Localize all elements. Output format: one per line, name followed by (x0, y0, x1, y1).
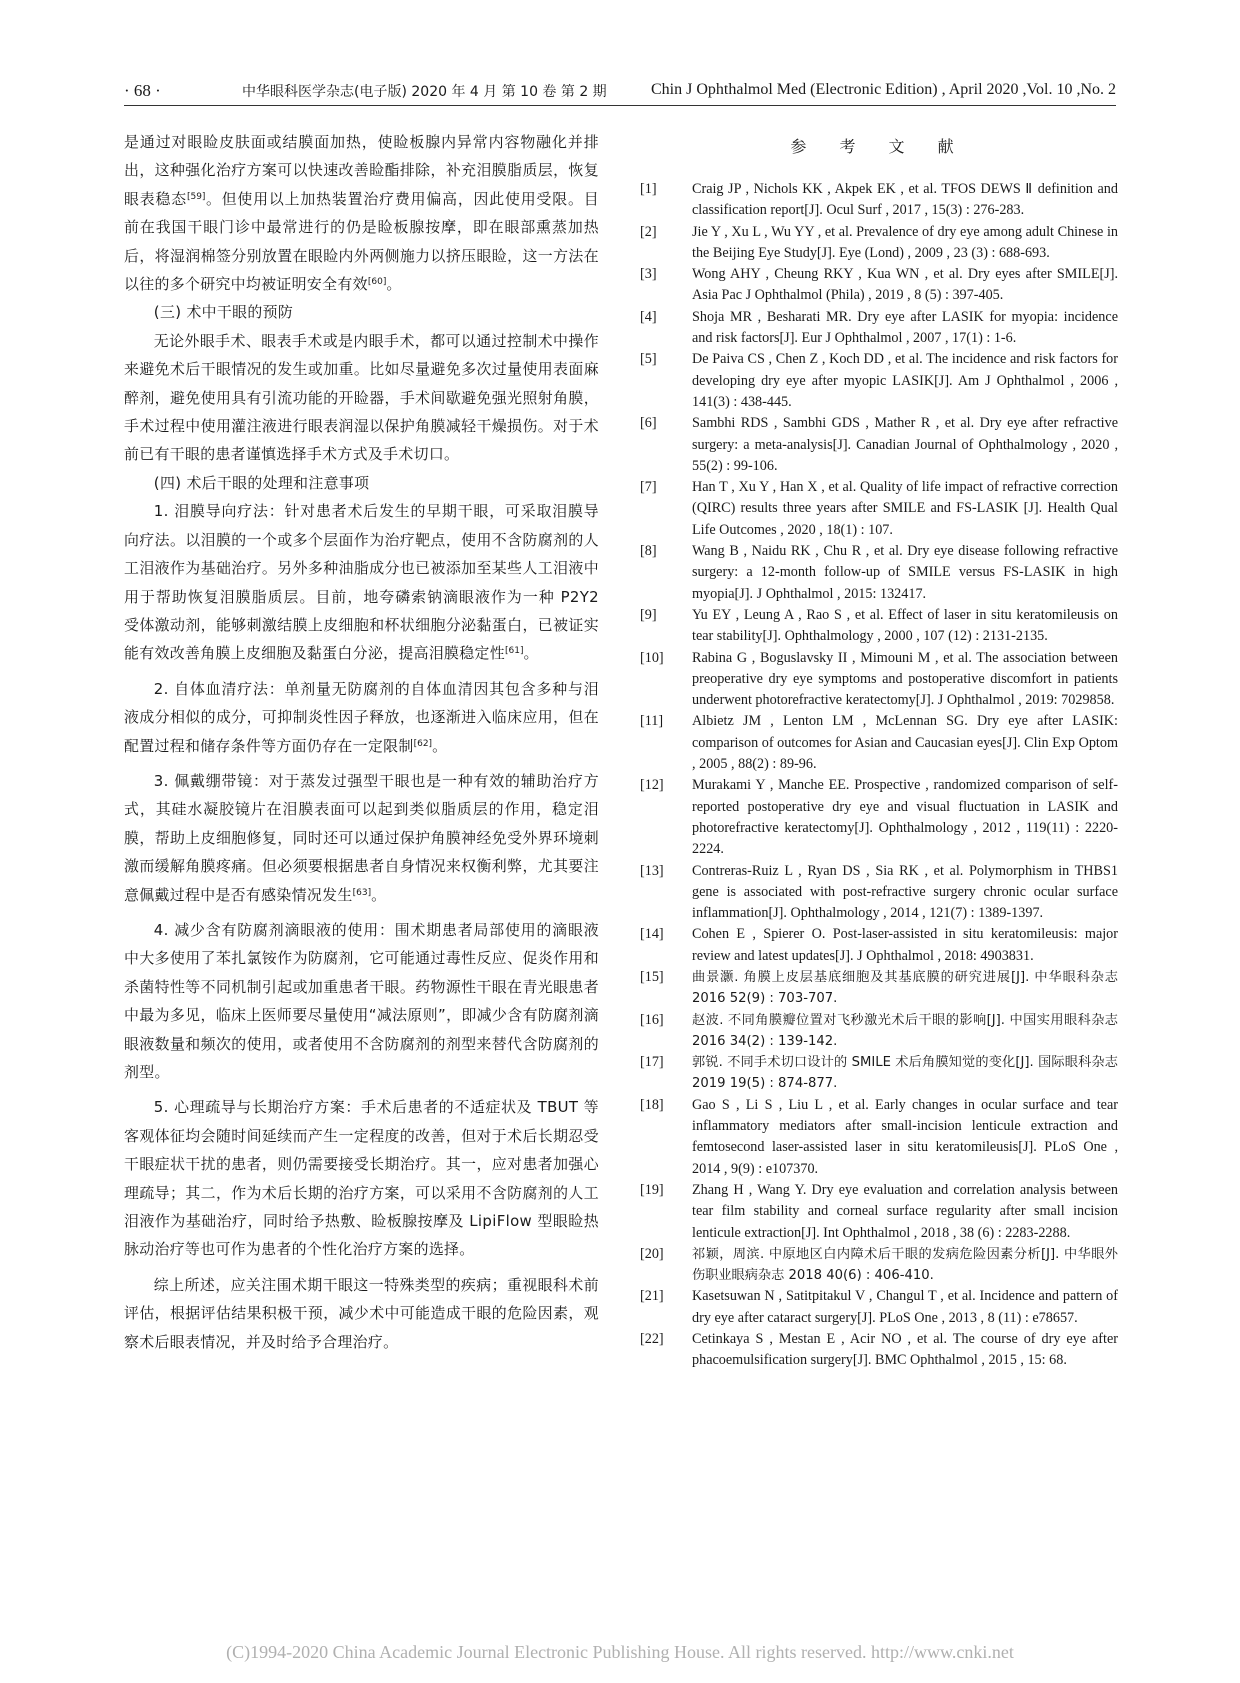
reference-number: [7] (640, 479, 657, 496)
reference-item (640, 1180, 1118, 1244)
paragraph: 综上所述，应关注围术期干眼这一特殊类型的疾病；重视眼科术前评估，根据评估结果积极干预，减少术中可能造成干眼的危险因素，观察术后眼表情况，并及时给予合理治疗。 (124, 1275, 599, 1351)
reference-text: Cohen E , Spierer O. Post-laser-assisted in situ keratomileusis: major review and latest updates[J]. J Ophthalmol , 2018: 4903831. (692, 926, 1118, 964)
reference-item (640, 605, 1118, 648)
journal-title-en: Chin J Ophthalmol Med (Electronic Edition) , April 2020 ,Vol. 10 ,No. 2 (651, 81, 1116, 98)
reference-item (640, 1244, 1118, 1287)
reference-number: [19] (640, 1181, 664, 1198)
reference-text: Sambhi RDS , Sambhi GDS , Mather R , et al. Dry eye after refractive surgery: a meta-analysis[J]. Canadian Journal of Ophthalmology , 2020 , 55(2) : 99-106. (692, 415, 1118, 474)
paragraph: 1. 泪膜导向疗法：针对患者术后发生的早期干眼，可采取泪膜导向疗法。以泪膜的一个或多个层面作为治疗靶点，使用不含防腐剂的人工泪液作为基础治疗。另外多种油脂成分也已被添加至某些人工泪液中用于帮助恢复泪膜脂质层。目前，地夸磷索钠滴眼液作为一种 P2Y2 受体激动剂，能够刺激结膜上皮细胞和杯状细胞分泌黏蛋白，已被证实能有效改善角膜上皮细胞及黏蛋白分泌，提高泪膜稳定性[61]。 (124, 502, 599, 663)
paragraph: 3. 佩戴绷带镜：对于蒸发过强型干眼也是一种有效的辅助治疗方式，其硅水凝胶镜片在泪膜表面可以起到类似脂质层的作用，稳定泪膜，帮助上皮细胞修复，同时还可以通过保护角膜神经免受外界环境刺激而缓解角膜疼痛。但必须要根据患者自身情况来权衡利弊，尤其要注意佩戴过程中是否有感染情况发生[63]。 (124, 771, 599, 904)
section-heading: (四) 术后干眼的处理和注意事项 (153, 473, 370, 492)
reference-number: [1] (640, 181, 657, 197)
reference-number: [14] (640, 926, 664, 943)
reference-text: 郭锐. 不同手术切口设计的 SMILE 术后角膜知觉的变化[J]. 国际眼科杂志 2019 19(5) : 874-877. (692, 1055, 1118, 1092)
reference-item (640, 222, 1118, 265)
reference-text: Zhang H , Wang Y. Dry eye evaluation and correlation analysis between tear film stability and corneal surface regularity after small incision lenticule extraction[J]. Int Ophthalmol , 2018 , 38 (6) : 2283-2288. (692, 1181, 1118, 1241)
reference-number: [21] (640, 1288, 664, 1305)
reference-number: [16] (640, 1011, 664, 1028)
reference-number: [12] (640, 777, 664, 794)
reference-text: Wong AHY , Cheung RKY , Kua WN , et al. Dry eyes after SMILE[J]. Asia Pac J Ophthalmol (Phila) , 2019 , 8 (5) : 397-405. (692, 266, 1118, 304)
paragraph: 4. 减少含有防腐剂滴眼液的使用：围术期患者局部使用的滴眼液中大多使用了苯扎氯铵作为防腐剂，它可能通过毒性反应、促炎作用和杀菌特性等不同机制引起或加重患者干眼。药物源性干眼在青光眼患者中最为多见，临床上医师要尽量使用“减法原则”，即减少含有防腐剂滴眼液数量和频次的使用，或者使用不含防腐剂的剂型来替代含防腐剂的剂型。 (124, 920, 599, 1081)
reference-item (640, 861, 1118, 925)
reference-item (640, 924, 1118, 967)
reference-item (640, 541, 1118, 605)
reference-number: [15] (640, 968, 664, 985)
reference-text: Gao S , Li S , Liu L , et al. Early changes in ocular surface and tear inflammatory mediators after small-incision lenticule extraction and femtosecond laser-assisted laser in situ keratomileusis[J]. PLoS One , 2014 , 9(9) : e107370. (692, 1096, 1118, 1177)
references-column (640, 128, 1118, 1372)
reference-item (640, 477, 1118, 541)
reference-item (640, 349, 1118, 413)
reference-item (640, 1010, 1118, 1053)
reference-number: [2] (640, 223, 657, 240)
reference-text: Cetinkaya S , Mestan E , Acir NO , et al. The course of dry eye after phacoemulsification surgery[J]. BMC Ophthalmol , 2015 , 15: 68. (692, 1331, 1118, 1369)
reference-text: Han T , Xu Y , Han X , et al. Quality of life impact of refractive correction (QIRC) results three years after SMILE and FS-LASIK [J]. Health Qual Life Outcomes , 2020 , 18(1) : 107. (692, 479, 1118, 538)
reference-item (640, 1095, 1118, 1180)
reference-item (640, 648, 1118, 712)
reference-item (640, 1329, 1118, 1372)
reference-item (640, 179, 1118, 222)
reference-text: Yu EY , Leung A , Rao S , et al. Effect of laser in situ keratomileusis on tear stability[J]. Ophthalmology , 2000 , 107 (12) : 2131-2135. (692, 606, 1118, 645)
reference-item (640, 1286, 1118, 1329)
reference-number: [11] (640, 713, 664, 730)
paragraph: 是通过对眼睑皮肤面或结膜面加热，使睑板腺内异常内容物融化并排出，这种强化治疗方案可以快速改善睑酯排除，补充泪膜脂质层，恢复眼表稳态[59]。但使用以上加热装置治疗费用偏高，因此使用受限。目前在我国干眼门诊中最常进行的仍是睑板腺按摩，即在眼部熏蒸加热后，将湿润棉签分别放置在眼睑内外两侧施力以挤压眼睑，这一方法在以往的多个研究中均被证明安全有效[60]。 (124, 133, 599, 294)
reference-list (640, 179, 1118, 1372)
reference-item (640, 711, 1118, 775)
reference-text: Rabina G , Boguslavsky II , Mimouni M , et al. The association between preoperative dry eye symptoms and postoperative discomfort in patients underwent photorefractive keratectomy[J]. J Ophthalmol , 2019: 7029858. (692, 649, 1118, 709)
reference-item (640, 1052, 1118, 1095)
reference-text: Jie Y , Xu L , Wu YY , et al. Prevalence of dry eye among adult Chinese in the Beijing Eye Study[J]. Eye (Lond) , 2009 , 23 (3) : 688-693. (692, 223, 1118, 261)
page-number: · 68 · (124, 81, 161, 100)
reference-item (640, 775, 1118, 860)
reference-number: [13] (640, 862, 664, 879)
reference-number: [3] (640, 266, 657, 283)
reference-text: De Paiva CS , Chen Z , Koch DD , et al. The incidence and risk factors for developing dry eye after myopic LASIK[J]. Am J Ophthalmol , 2006 , 141(3) : 438-445. (692, 351, 1118, 410)
running-header (124, 75, 1116, 106)
reference-item (640, 967, 1118, 1010)
reference-item (640, 264, 1118, 307)
reference-text: Shoja MR , Besharati MR. Dry eye after LASIK for myopia: incidence and risk factors[J]. Eur J Ophthalmol , 2007 , 17(1) : 1-6. (692, 308, 1118, 347)
reference-text: Craig JP , Nichols KK , Akpek EK , et al. TFOS DEWS Ⅱ definition and classification report[J]. Ocul Surf , 2017 , 15(3) : 276-283. (692, 181, 1118, 219)
paragraph: 5. 心理疏导与长期治疗方案：手术后患者的不适症状及 TBUT 等客观体征均会随时间延续而产生一定程度的改善，但对于术后长期忍受干眼症状干扰的患者，则仍需要接受长期治疗。其一，应对患者加强心理疏导；其二，作为术后长期的治疗方案，可以采用不含防腐剂的人工泪液作为基础治疗，同时给予热敷、睑板腺按摩及 LipiFlow 型眼睑热脉动治疗等也可作为患者的个性化治疗方案的选择。 (124, 1098, 599, 1259)
citation[interactable]: [61] (505, 646, 524, 657)
citation[interactable]: [60] (367, 277, 387, 288)
reference-number: [22] (640, 1331, 664, 1348)
reference-number: [10] (640, 649, 664, 666)
copyright-footer: (C)1994-2020 China Academic Journal Electronic Publishing House. All rights reserved. http://www.cnki.net (226, 1642, 1014, 1662)
reference-number: [8] (640, 543, 657, 560)
reference-text: 祁颖，周滨. 中原地区白内障术后干眼的发病危险因素分析[J]. 中华眼外伤职业眼病杂志 2018 40(6) : 406-410. (692, 1246, 1118, 1284)
reference-text: Albietz JM , Lenton LM , McLennan SG. Dry eye after LASIK: comparison of outcomes for Asian and Caucasian eyes[J]. Clin Exp Optom , 2005 , 88(2) : 89-96. (692, 713, 1118, 773)
reference-number: [5] (640, 351, 657, 368)
reference-text: 赵波. 不同角膜瓣位置对飞秒激光术后干眼的影响[J]. 中国实用眼科杂志 2016 34(2) : 139-142. (692, 1012, 1118, 1049)
reference-item (640, 307, 1118, 350)
reference-number: [4] (640, 308, 657, 325)
main-text-column (124, 128, 599, 1356)
reference-number: [17] (640, 1054, 664, 1071)
citation[interactable]: [63] (352, 887, 372, 898)
reference-text: Kasetsuwan N , Satitpitakul V , Changul T , et al. Incidence and pattern of dry eye after cataract surgery[J]. PLoS One , 2013 , 8 (11) : e78657. (692, 1288, 1118, 1326)
journal-title-cn: 中华眼科医学杂志(电子版) 2020 年 4 月 第 10 卷 第 2 期 (242, 84, 607, 100)
citation[interactable]: [62] (413, 738, 433, 749)
paragraph: 无论外眼手术、眼表手术或是内眼手术，都可以通过控制术中操作来避免术后干眼情况的发生或加重。比如尽量避免多次过量使用表面麻醉剂，避免使用具有引流功能的开睑器，手术间歇避免强光照射角膜，手术过程中使用灌注液进行眼表润湿以保护角膜减轻干燥损伤。对于术前已有干眼的患者谨慎选择手术方式及手术切口。 (124, 331, 599, 464)
reference-item (640, 413, 1118, 477)
reference-number: [20] (640, 1245, 664, 1262)
citation[interactable]: [59] (186, 191, 206, 202)
reference-number: [18] (640, 1096, 664, 1113)
references-heading: 参 考 文 献 (790, 137, 968, 156)
reference-text: 曲景灏. 角膜上皮层基底细胞及其基底膜的研究进展[J]. 中华眼科杂志 2016 52(9) : 703-707. (692, 969, 1118, 1007)
reference-number: [9] (640, 606, 657, 623)
section-heading: (三) 术中干眼的预防 (153, 303, 294, 322)
reference-text: Contreras-Ruiz L , Ryan DS , Sia RK , et al. Polymorphism in THBS1 gene is associated with post-refractive surgery chronic ocular surface inflammation[J]. Ophthalmology , 2014 , 121(7) : 1389-1397. (692, 862, 1118, 922)
paragraph: 2. 自体血清疗法：单剂量无防腐剂的自体血清因其包含多种与泪液成分相似的成分，可抑制炎性因子释放，也逐渐进入临床应用，但在配置过程和储存条件等方面仍存在一定限制[62]。 (124, 679, 599, 755)
reference-number: [6] (640, 415, 657, 432)
reference-text: Murakami Y , Manche EE. Prospective , randomized comparison of self-reported postoperative dry eye and visual fluctuation in LASIK and photorefractive keratectomy[J]. Ophthalmology , 2012 , 119(11) : 2220-2224. (692, 777, 1118, 858)
reference-text: Wang B , Naidu RK , Chu R , et al. Dry eye disease following refractive surgery: a 12-month follow-up of SMILE versus FS-LASIK in high myopia[J]. J Ophthalmol , 2015: 132417. (692, 543, 1118, 602)
